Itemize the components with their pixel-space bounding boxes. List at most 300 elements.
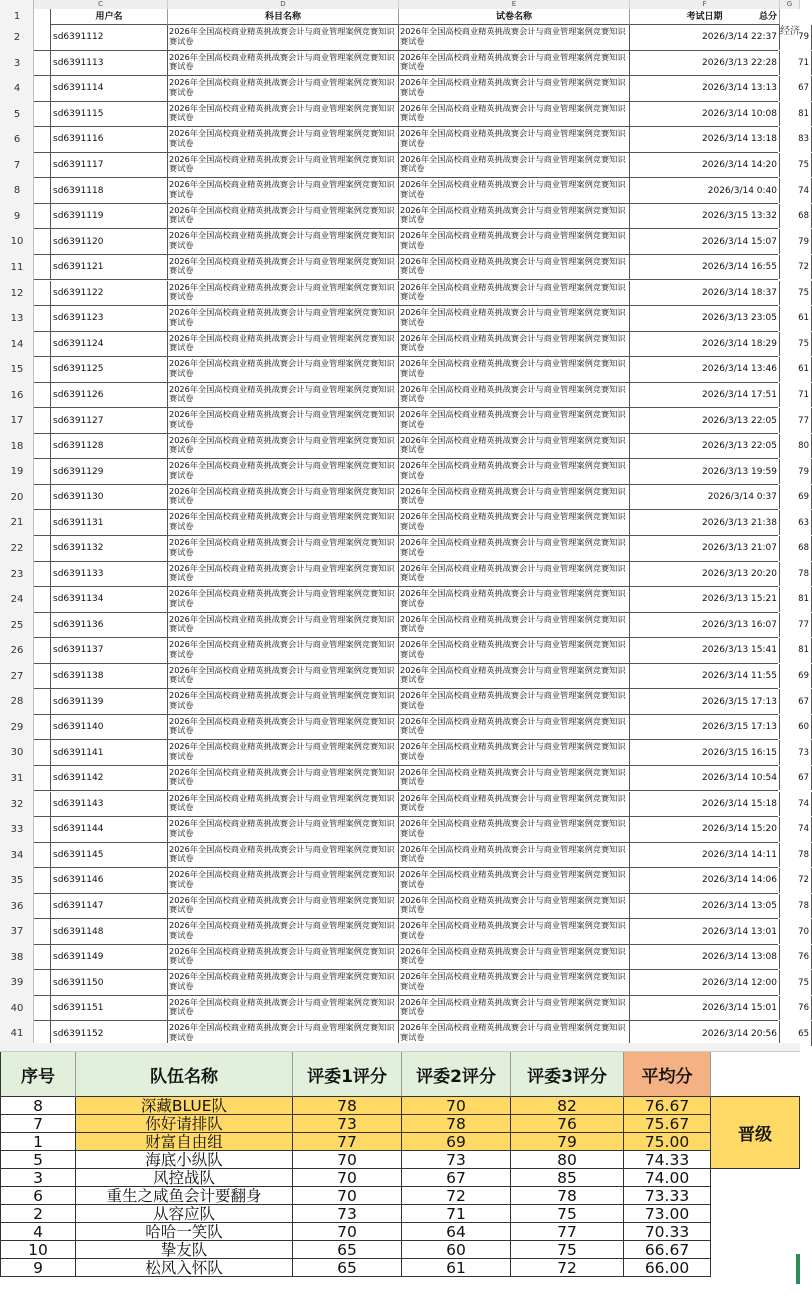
team-name-cell[interactable]: 海底小纵队 [76,1151,293,1169]
judge2-cell[interactable]: 78 [402,1115,511,1133]
avg-cell[interactable]: 75.00 [624,1133,711,1151]
header-subject[interactable]: 科目名称 [168,9,399,25]
username-cell[interactable]: sd6391126 [50,383,168,408]
username-cell[interactable]: sd6391137 [50,638,168,663]
empty-header-cell[interactable] [711,1052,800,1097]
judge2-cell[interactable]: 67 [402,1169,511,1187]
exam-date-cell[interactable]: 2026/3/14 10:54 [630,766,780,791]
column-letter-g[interactable]: G [780,0,800,9]
seq-cell[interactable]: 6 [0,1187,76,1205]
row-number[interactable]: 18 [10,440,24,452]
judge1-cell[interactable]: 78 [293,1097,402,1115]
row-number[interactable]: 7 [13,159,21,171]
subject-cell[interactable]: 2026年全国高校商业精英挑战赛会计与商业管理案例竞赛知识赛试卷 [168,817,399,842]
header-score[interactable]: 总分 [748,9,780,25]
row-number[interactable]: 16 [10,389,24,401]
exam-date-cell[interactable]: 2026/3/13 20:20 [630,562,780,587]
username-cell[interactable]: sd6391130 [50,485,168,510]
paper-cell[interactable]: 2026年全国高校商业精英挑战赛会计与商业管理案例竞赛知识赛试卷 [399,766,630,791]
team-name-cell[interactable]: 重生之咸鱼会计要翻身 [76,1187,293,1205]
subject-cell[interactable]: 2026年全国高校商业精英挑战赛会计与商业管理案例竞赛知识赛试卷 [168,485,399,510]
judge3-cell[interactable]: 75 [511,1241,624,1259]
row-number[interactable]: 4 [13,83,21,95]
paper-cell[interactable]: 2026年全国高校商业精英挑战赛会计与商业管理案例竞赛知识赛试卷 [399,51,630,76]
seq-cell[interactable]: 4 [0,1223,76,1241]
judge1-cell[interactable]: 65 [293,1241,402,1259]
subject-cell[interactable]: 2026年全国高校商业精英挑战赛会计与商业管理案例竞赛知识赛试卷 [168,383,399,408]
score-cell[interactable]: 81 [780,638,812,663]
score-cell[interactable]: 80 [780,434,812,459]
score-cell[interactable]: 81 [780,102,812,127]
username-cell[interactable]: sd6391149 [50,945,168,970]
subject-cell[interactable]: 2026年全国高校商业精英挑战赛会计与商业管理案例竞赛知识赛试卷 [168,638,399,663]
row-number[interactable]: 26 [10,645,24,657]
avg-cell[interactable]: 66.00 [624,1259,711,1277]
row-number-1[interactable]: 1 [13,11,21,22]
paper-cell[interactable]: 2026年全国高校商业精英挑战赛会计与商业管理案例竞赛知识赛试卷 [399,817,630,842]
row-number[interactable]: 22 [10,543,24,554]
username-cell[interactable]: sd6391132 [50,536,168,561]
judge3-cell[interactable]: 72 [511,1259,624,1277]
row-number[interactable]: 17 [10,415,24,427]
username-cell[interactable]: sd6391120 [50,229,168,254]
paper-cell[interactable]: 2026年全国高校商业精英挑战赛会计与商业管理案例竞赛知识赛试卷 [399,383,630,408]
score-cell[interactable]: 73 [780,740,812,765]
exam-date-cell[interactable]: 2026/3/14 18:29 [630,332,780,357]
score-cell[interactable]: 67 [780,689,812,714]
username-cell[interactable]: sd6391129 [50,459,168,484]
judge3-cell[interactable]: 75 [511,1205,624,1223]
subject-cell[interactable]: 2026年全国高校商业精英挑战赛会计与商业管理案例竞赛知识赛试卷 [168,306,399,331]
username-cell[interactable]: sd6391118 [50,178,168,203]
paper-cell[interactable]: 2026年全国高校商业精英挑战赛会计与商业管理案例竞赛知识赛试卷 [399,689,630,714]
score-cell[interactable]: 69 [780,664,812,689]
team-name-cell[interactable]: 从容应队 [76,1205,293,1223]
subject-cell[interactable]: 2026年全国高校商业精英挑战赛会计与商业管理案例竞赛知识赛试卷 [168,153,399,178]
paper-cell[interactable]: 2026年全国高校商业精英挑战赛会计与商业管理案例竞赛知识赛试卷 [399,792,630,817]
score-cell[interactable]: 79 [780,25,812,50]
avg-cell[interactable]: 66.67 [624,1241,711,1259]
paper-cell[interactable]: 2026年全国高校商业精英挑战赛会计与商业管理案例竞赛知识赛试卷 [399,996,630,1021]
score-cell[interactable]: 75 [780,281,812,306]
exam-date-cell[interactable]: 2026/3/15 16:15 [630,740,780,765]
paper-cell[interactable]: 2026年全国高校商业精英挑战赛会计与商业管理案例竞赛知识赛试卷 [399,613,630,638]
judge3-cell[interactable]: 79 [511,1133,624,1151]
exam-date-cell[interactable]: 2026/3/13 22:05 [630,434,780,459]
subject-cell[interactable]: 2026年全国高校商业精英挑战赛会计与商业管理案例竞赛知识赛试卷 [168,204,399,229]
exam-date-cell[interactable]: 2026/3/14 13:18 [630,127,780,152]
username-cell[interactable]: sd6391146 [50,868,168,893]
username-cell[interactable]: sd6391112 [50,25,168,50]
header-exam-date[interactable]: 考试日期 [630,9,780,25]
judge2-cell[interactable]: 72 [402,1187,511,1205]
column-letter-f[interactable]: F [630,0,780,9]
score-cell[interactable]: 77 [780,613,812,638]
score-cell[interactable]: 68 [780,204,812,229]
username-cell[interactable]: sd6391150 [50,970,168,995]
header-judge3[interactable]: 评委3评分 [511,1052,624,1097]
exam-date-cell[interactable]: 2026/3/13 23:05 [630,306,780,331]
paper-cell[interactable]: 2026年全国高校商业精英挑战赛会计与商业管理案例竞赛知识赛试卷 [399,127,630,152]
username-cell[interactable]: sd6391124 [50,332,168,357]
exam-date-cell[interactable]: 2026/3/14 13:05 [630,894,780,919]
paper-cell[interactable]: 2026年全国高校商业精英挑战赛会计与商业管理案例竞赛知识赛试卷 [399,434,630,459]
score-cell[interactable]: 74 [780,178,812,203]
subject-cell[interactable]: 2026年全国高校商业精英挑战赛会计与商业管理案例竞赛知识赛试卷 [168,357,399,382]
subject-cell[interactable]: 2026年全国高校商业精英挑战赛会计与商业管理案例竞赛知识赛试卷 [168,76,399,101]
judge2-cell[interactable]: 64 [402,1223,511,1241]
subject-cell[interactable]: 2026年全国高校商业精英挑战赛会计与商业管理案例竞赛知识赛试卷 [168,332,399,357]
score-cell[interactable]: 78 [780,843,812,868]
seq-cell[interactable]: 3 [0,1169,76,1187]
row-number[interactable]: 40 [10,1002,24,1014]
team-name-cell[interactable]: 深藏BLUE队 [76,1097,293,1115]
username-cell[interactable]: sd6391125 [50,357,168,382]
exam-date-cell[interactable]: 2026/3/14 15:20 [630,817,780,842]
exam-date-cell[interactable]: 2026/3/13 16:07 [630,613,780,638]
paper-cell[interactable]: 2026年全国高校商业精英挑战赛会计与商业管理案例竞赛知识赛试卷 [399,229,630,254]
row-number[interactable]: 30 [10,747,24,759]
username-cell[interactable]: sd6391141 [50,740,168,765]
exam-date-cell[interactable]: 2026/3/14 17:51 [630,383,780,408]
username-cell[interactable]: sd6391117 [50,153,168,178]
subject-cell[interactable]: 2026年全国高校商业精英挑战赛会计与商业管理案例竞赛知识赛试卷 [168,792,399,817]
subject-cell[interactable]: 2026年全国高校商业精英挑战赛会计与商业管理案例竞赛知识赛试卷 [168,102,399,127]
score-cell[interactable]: 74 [780,792,812,817]
row-number[interactable]: 13 [10,313,24,325]
row-number[interactable]: 3 [13,57,21,69]
seq-cell[interactable]: 5 [0,1151,76,1169]
paper-cell[interactable]: 2026年全国高校商业精英挑战赛会计与商业管理案例竞赛知识赛试卷 [399,970,630,995]
judge2-cell[interactable]: 61 [402,1259,511,1277]
exam-date-cell[interactable]: 2026/3/13 21:38 [630,510,780,535]
row-number[interactable]: 27 [10,670,24,682]
paper-cell[interactable]: 2026年全国高校商业精英挑战赛会计与商业管理案例竞赛知识赛试卷 [399,843,630,868]
username-cell[interactable]: sd6391138 [50,664,168,689]
row-number[interactable]: 41 [10,1028,24,1040]
score-cell[interactable]: 72 [780,868,812,893]
exam-date-cell[interactable]: 2026/3/13 21:07 [630,536,780,561]
paper-cell[interactable]: 2026年全国高校商业精英挑战赛会计与商业管理案例竞赛知识赛试卷 [399,638,630,663]
username-cell[interactable]: sd6391116 [50,127,168,152]
subject-cell[interactable]: 2026年全国高校商业精英挑战赛会计与商业管理案例竞赛知识赛试卷 [168,766,399,791]
username-cell[interactable]: sd6391127 [50,408,168,433]
paper-cell[interactable]: 2026年全国高校商业精英挑战赛会计与商业管理案例竞赛知识赛试卷 [399,510,630,535]
row-number[interactable]: 39 [10,977,24,989]
username-cell[interactable]: sd6391140 [50,715,168,740]
score-cell[interactable]: 68 [780,536,812,561]
paper-cell[interactable]: 2026年全国高校商业精英挑战赛会计与商业管理案例竞赛知识赛试卷 [399,178,630,203]
score-cell[interactable]: 81 [780,587,812,612]
judge1-cell[interactable]: 70 [293,1187,402,1205]
header-judge2[interactable]: 评委2评分 [402,1052,511,1097]
subject-cell[interactable]: 2026年全国高校商业精英挑战赛会计与商业管理案例竞赛知识赛试卷 [168,945,399,970]
judge3-cell[interactable]: 82 [511,1097,624,1115]
score-cell[interactable]: 77 [780,408,812,433]
exam-date-cell[interactable]: 2026/3/14 13:13 [630,76,780,101]
username-cell[interactable]: sd6391121 [50,255,168,280]
score-cell[interactable]: 72 [780,255,812,280]
row-number[interactable]: 11 [10,261,24,273]
exam-date-cell[interactable]: 2026/3/14 18:37 [630,281,780,306]
exam-date-cell[interactable]: 2026/3/14 22:37 [630,25,780,50]
team-name-cell[interactable]: 哈哈一笑队 [76,1223,293,1241]
score-cell[interactable]: 70 [780,919,812,944]
subject-cell[interactable]: 2026年全国高校商业精英挑战赛会计与商业管理案例竞赛知识赛试卷 [168,434,399,459]
judge1-cell[interactable]: 73 [293,1115,402,1133]
row-number[interactable]: 12 [10,287,24,299]
score-cell[interactable]: 83 [780,127,812,152]
exam-date-cell[interactable]: 2026/3/14 13:46 [630,357,780,382]
paper-cell[interactable]: 2026年全国高校商业精英挑战赛会计与商业管理案例竞赛知识赛试卷 [399,76,630,101]
username-cell[interactable]: sd6391151 [50,996,168,1021]
exam-date-cell[interactable]: 2026/3/13 22:05 [630,408,780,433]
username-cell[interactable]: sd6391123 [50,306,168,331]
header-team[interactable]: 队伍名称 [76,1052,293,1097]
seq-cell[interactable]: 1 [0,1133,76,1151]
paper-cell[interactable]: 2026年全国高校商业精英挑战赛会计与商业管理案例竞赛知识赛试卷 [399,408,630,433]
paper-cell[interactable]: 2026年全国高校商业精英挑战赛会计与商业管理案例竞赛知识赛试卷 [399,357,630,382]
paper-cell[interactable]: 2026年全国高校商业精英挑战赛会计与商业管理案例竞赛知识赛试卷 [399,485,630,510]
subject-cell[interactable]: 2026年全国高校商业精英挑战赛会计与商业管理案例竞赛知识赛试卷 [168,51,399,76]
judge2-cell[interactable]: 69 [402,1133,511,1151]
avg-cell[interactable]: 73.00 [624,1205,711,1223]
avg-cell[interactable]: 74.33 [624,1151,711,1169]
exam-date-cell[interactable]: 2026/3/13 15:41 [630,638,780,663]
row-number[interactable]: 2 [13,32,21,43]
judge1-cell[interactable]: 73 [293,1205,402,1223]
username-cell[interactable]: sd6391145 [50,843,168,868]
exam-date-cell[interactable]: 2026/3/13 19:59 [630,459,780,484]
exam-date-cell[interactable]: 2026/3/14 15:18 [630,792,780,817]
username-cell[interactable]: sd6391114 [50,76,168,101]
exam-date-cell[interactable]: 2026/3/14 11:55 [630,664,780,689]
exam-date-cell[interactable]: 2026/3/13 22:28 [630,51,780,76]
judge2-cell[interactable]: 70 [402,1097,511,1115]
exam-date-cell[interactable]: 2026/3/14 14:20 [630,153,780,178]
judge1-cell[interactable]: 77 [293,1133,402,1151]
subject-cell[interactable]: 2026年全国高校商业精英挑战赛会计与商业管理案例竞赛知识赛试卷 [168,536,399,561]
subject-cell[interactable]: 2026年全国高校商业精英挑战赛会计与商业管理案例竞赛知识赛试卷 [168,970,399,995]
header-judge1[interactable]: 评委1评分 [293,1052,402,1097]
exam-date-cell[interactable]: 2026/3/15 13:32 [630,204,780,229]
subject-cell[interactable]: 2026年全国高校商业精英挑战赛会计与商业管理案例竞赛知识赛试卷 [168,25,399,50]
username-cell[interactable]: sd6391122 [50,281,168,306]
avg-cell[interactable]: 70.33 [624,1223,711,1241]
score-cell[interactable]: 74 [780,817,812,842]
judge1-cell[interactable]: 70 [293,1223,402,1241]
judge2-cell[interactable]: 60 [402,1241,511,1259]
paper-cell[interactable]: 2026年全国高校商业精英挑战赛会计与商业管理案例竞赛知识赛试卷 [399,715,630,740]
header-avg[interactable]: 平均分 [624,1052,711,1097]
subject-cell[interactable]: 2026年全国高校商业精英挑战赛会计与商业管理案例竞赛知识赛试卷 [168,255,399,280]
team-name-cell[interactable]: 你好请排队 [76,1115,293,1133]
exam-date-cell[interactable]: 2026/3/14 15:07 [630,229,780,254]
score-cell[interactable]: 76 [780,996,812,1021]
score-cell[interactable]: 60 [780,715,812,740]
username-cell[interactable]: sd6391148 [50,919,168,944]
paper-cell[interactable]: 2026年全国高校商业精英挑战赛会计与商业管理案例竞赛知识赛试卷 [399,153,630,178]
subject-cell[interactable]: 2026年全国高校商业精英挑战赛会计与商业管理案例竞赛知识赛试卷 [168,408,399,433]
subject-cell[interactable]: 2026年全国高校商业精英挑战赛会计与商业管理案例竞赛知识赛试卷 [168,740,399,765]
username-cell[interactable]: sd6391144 [50,817,168,842]
row-number[interactable]: 32 [10,798,24,810]
row-number[interactable]: 35 [10,875,24,887]
header-seq[interactable]: 序号 [0,1052,76,1097]
row-number[interactable]: 23 [10,568,24,580]
subject-cell[interactable]: 2026年全国高校商业精英挑战赛会计与商业管理案例竞赛知识赛试卷 [168,587,399,612]
row-number[interactable]: 33 [10,824,24,836]
paper-cell[interactable]: 2026年全国高校商业精英挑战赛会计与商业管理案例竞赛知识赛试卷 [399,562,630,587]
subject-cell[interactable]: 2026年全国高校商业精英挑战赛会计与商业管理案例竞赛知识赛试卷 [168,996,399,1021]
row-number[interactable]: 38 [10,951,24,963]
paper-cell[interactable]: 2026年全国高校商业精英挑战赛会计与商业管理案例竞赛知识赛试卷 [399,204,630,229]
score-cell[interactable]: 65 [780,1021,812,1046]
exam-date-cell[interactable]: 2026/3/14 15:01 [630,996,780,1021]
username-cell[interactable]: sd6391133 [50,562,168,587]
seq-cell[interactable]: 9 [0,1259,76,1277]
judge1-cell[interactable]: 70 [293,1151,402,1169]
subject-cell[interactable]: 2026年全国高校商业精英挑战赛会计与商业管理案例竞赛知识赛试卷 [168,664,399,689]
exam-date-cell[interactable]: 2026/3/13 15:21 [630,587,780,612]
score-cell[interactable]: 75 [780,153,812,178]
avg-cell[interactable]: 74.00 [624,1169,711,1187]
avg-cell[interactable]: 73.33 [624,1187,711,1205]
username-cell[interactable]: sd6391113 [50,51,168,76]
subject-cell[interactable]: 2026年全国高校商业精英挑战赛会计与商业管理案例竞赛知识赛试卷 [168,1021,399,1046]
subject-cell[interactable]: 2026年全国高校商业精英挑战赛会计与商业管理案例竞赛知识赛试卷 [168,894,399,919]
exam-date-cell[interactable]: 2026/3/14 14:11 [630,843,780,868]
subject-cell[interactable]: 2026年全国高校商业精英挑战赛会计与商业管理案例竞赛知识赛试卷 [168,459,399,484]
row-number[interactable]: 20 [10,491,24,503]
header-paper[interactable]: 试卷名称 [399,9,630,25]
avg-cell[interactable]: 76.67 [624,1097,711,1115]
score-cell[interactable]: 79 [780,229,812,254]
row-number[interactable]: 24 [10,594,24,606]
row-number[interactable]: 31 [10,772,24,784]
subject-cell[interactable]: 2026年全国高校商业精英挑战赛会计与商业管理案例竞赛知识赛试卷 [168,562,399,587]
username-cell[interactable]: sd6391131 [50,510,168,535]
column-letter-e[interactable]: E [399,0,630,9]
row-number[interactable]: 9 [13,210,21,222]
exam-date-cell[interactable]: 2026/3/15 17:13 [630,715,780,740]
score-cell[interactable]: 78 [780,894,812,919]
row-number[interactable]: 25 [10,619,24,631]
subject-cell[interactable]: 2026年全国高校商业精英挑战赛会计与商业管理案例竞赛知识赛试卷 [168,868,399,893]
paper-cell[interactable]: 2026年全国高校商业精英挑战赛会计与商业管理案例竞赛知识赛试卷 [399,919,630,944]
exam-date-cell[interactable]: 2026/3/14 13:01 [630,919,780,944]
paper-cell[interactable]: 2026年全国高校商业精英挑战赛会计与商业管理案例竞赛知识赛试卷 [399,894,630,919]
score-cell[interactable]: 67 [780,76,812,101]
column-letter-c[interactable]: C [34,0,168,9]
score-cell[interactable]: 71 [780,383,812,408]
row-number[interactable]: 14 [10,338,24,350]
header-username[interactable]: 用户名 [50,9,168,25]
subject-cell[interactable]: 2026年全国高校商业精英挑战赛会计与商业管理案例竞赛知识赛试卷 [168,178,399,203]
judge2-cell[interactable]: 73 [402,1151,511,1169]
row-number[interactable]: 8 [13,185,21,197]
username-cell[interactable]: sd6391128 [50,434,168,459]
score-cell[interactable]: 79 [780,459,812,484]
subject-cell[interactable]: 2026年全国高校商业精英挑战赛会计与商业管理案例竞赛知识赛试卷 [168,689,399,714]
subject-cell[interactable]: 2026年全国高校商业精英挑战赛会计与商业管理案例竞赛知识赛试卷 [168,613,399,638]
seq-cell[interactable]: 10 [0,1241,76,1259]
subject-cell[interactable]: 2026年全国高校商业精英挑战赛会计与商业管理案例竞赛知识赛试卷 [168,127,399,152]
judge3-cell[interactable]: 76 [511,1115,624,1133]
exam-date-cell[interactable]: 2026/3/14 10:08 [630,102,780,127]
judge2-cell[interactable]: 71 [402,1205,511,1223]
judge3-cell[interactable]: 85 [511,1169,624,1187]
exam-date-cell[interactable]: 2026/3/15 17:13 [630,689,780,714]
username-cell[interactable]: sd6391147 [50,894,168,919]
username-cell[interactable]: sd6391143 [50,792,168,817]
paper-cell[interactable]: 2026年全国高校商业精英挑战赛会计与商业管理案例竞赛知识赛试卷 [399,945,630,970]
score-cell[interactable]: 63 [780,510,812,535]
row-number[interactable]: 28 [10,696,24,708]
team-name-cell[interactable]: 风控战队 [76,1169,293,1187]
subject-cell[interactable]: 2026年全国高校商业精英挑战赛会计与商业管理案例竞赛知识赛试卷 [168,843,399,868]
paper-cell[interactable]: 2026年全国高校商业精英挑战赛会计与商业管理案例竞赛知识赛试卷 [399,587,630,612]
row-number[interactable]: 5 [13,108,21,120]
paper-cell[interactable]: 2026年全国高校商业精英挑战赛会计与商业管理案例竞赛知识赛试卷 [399,25,630,50]
paper-cell[interactable]: 2026年全国高校商业精英挑战赛会计与商业管理案例竞赛知识赛试卷 [399,306,630,331]
score-cell[interactable]: 61 [780,357,812,382]
seq-cell[interactable]: 7 [0,1115,76,1133]
subject-cell[interactable]: 2026年全国高校商业精英挑战赛会计与商业管理案例竞赛知识赛试卷 [168,510,399,535]
subject-cell[interactable]: 2026年全国高校商业精英挑战赛会计与商业管理案例竞赛知识赛试卷 [168,281,399,306]
subject-cell[interactable]: 2026年全国高校商业精英挑战赛会计与商业管理案例竞赛知识赛试卷 [168,715,399,740]
username-cell[interactable]: sd6391152 [50,1021,168,1046]
paper-cell[interactable]: 2026年全国高校商业精英挑战赛会计与商业管理案例竞赛知识赛试卷 [399,868,630,893]
score-cell[interactable]: 75 [780,970,812,995]
seq-cell[interactable]: 8 [0,1097,76,1115]
paper-cell[interactable]: 2026年全国高校商业精英挑战赛会计与商业管理案例竞赛知识赛试卷 [399,1021,630,1046]
paper-cell[interactable]: 2026年全国高校商业精英挑战赛会计与商业管理案例竞赛知识赛试卷 [399,102,630,127]
team-name-cell[interactable]: 财富自由组 [76,1133,293,1151]
paper-cell[interactable]: 2026年全国高校商业精英挑战赛会计与商业管理案例竞赛知识赛试卷 [399,281,630,306]
paper-cell[interactable]: 2026年全国高校商业精英挑战赛会计与商业管理案例竞赛知识赛试卷 [399,664,630,689]
username-cell[interactable]: sd6391119 [50,204,168,229]
row-number[interactable]: 34 [10,849,24,861]
exam-date-cell[interactable]: 2026/3/14 14:06 [630,868,780,893]
score-cell[interactable]: 78 [780,562,812,587]
exam-date-cell[interactable]: 2026/3/14 13:08 [630,945,780,970]
seq-cell[interactable]: 2 [0,1205,76,1223]
score-cell[interactable]: 67 [780,766,812,791]
score-cell[interactable]: 75 [780,332,812,357]
username-cell[interactable]: sd6391139 [50,689,168,714]
row-number[interactable]: 10 [10,236,24,248]
row-number[interactable]: 15 [10,364,24,376]
judge1-cell[interactable]: 65 [293,1259,402,1277]
judge3-cell[interactable]: 78 [511,1187,624,1205]
username-cell[interactable]: sd6391142 [50,766,168,791]
score-cell[interactable]: 76 [780,945,812,970]
row-number[interactable]: 37 [10,926,24,938]
row-number[interactable]: 6 [13,134,21,146]
paper-cell[interactable]: 2026年全国高校商业精英挑战赛会计与商业管理案例竞赛知识赛试卷 [399,332,630,357]
subject-cell[interactable]: 2026年全国高校商业精英挑战赛会计与商业管理案例竞赛知识赛试卷 [168,229,399,254]
paper-cell[interactable]: 2026年全国高校商业精英挑战赛会计与商业管理案例竞赛知识赛试卷 [399,255,630,280]
username-cell[interactable]: sd6391134 [50,587,168,612]
username-cell[interactable]: sd6391115 [50,102,168,127]
judge3-cell[interactable]: 80 [511,1151,624,1169]
team-name-cell[interactable]: 挚友队 [76,1241,293,1259]
exam-date-cell[interactable]: 2026/3/14 16:55 [630,255,780,280]
exam-date-cell[interactable]: 2026/3/14 0:40 [630,178,780,203]
exam-date-cell[interactable]: 2026/3/14 0:37 [630,485,780,510]
score-cell[interactable]: 71 [780,51,812,76]
